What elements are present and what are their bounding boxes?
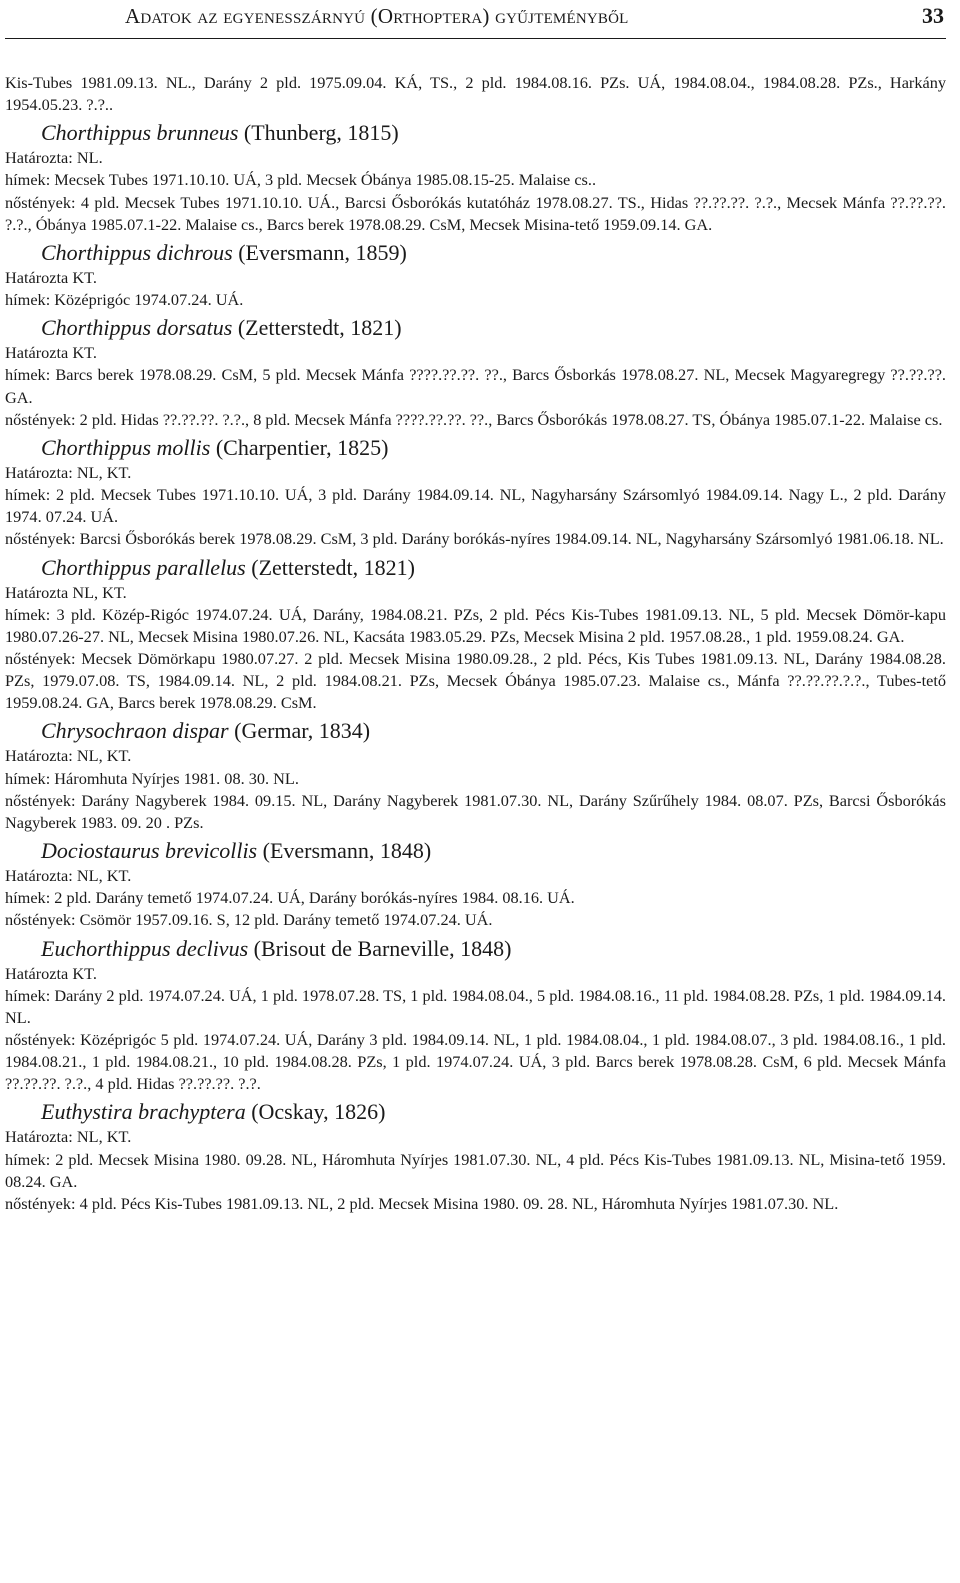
species-heading — [41, 239, 946, 267]
determiner-line: Határozta: NL, KT. — [5, 746, 132, 766]
species-author: (Zetterstedt, 1821) — [251, 554, 415, 580]
determiner-line: Határozta: NL, KT. — [5, 866, 132, 886]
species-name: Euchorthippus declivus — [41, 935, 249, 961]
determiner-line: Határozta KT. — [5, 267, 97, 287]
species-author: (Germar, 1834) — [234, 718, 371, 744]
record-female: nőstények: Mecsek Dömörkapu 1980.07.27. 2 pld. Mecsek Misina 1980.09.28., 2 pld. Pécs, Kis Tubes 1981.09.13. NL, Darány 1984.08.28. PZs, 1979.07.08. TS, 1984.09.14. NL, 2 pld. 1984.08.21. PZs, Mecsek Óbánya 1985.07.23. Malaise cs., Mánfa ??.??.??.?.?., Tubes-tető 1959.08.24. GA, Barcs berek 1978.08.29. CsM. — [5, 648, 946, 713]
record-male: hímek: Barcs berek 1978.08.29. CsM, 5 pld. Mecsek Mánfa ????.??.??. ??., Barcs Ősborkás 1978.08.27. NL, Mecsek Magyaregregy ??.??.??. GA. — [5, 365, 946, 407]
species-author: (Eversmann, 1848) — [262, 838, 432, 864]
determiner-line: Határozta KT. — [5, 343, 97, 363]
species-heading — [41, 717, 946, 745]
intro-text: Kis-Tubes 1981.09.13. NL., Darány 2 pld. 1975.09.04. KÁ, TS., 2 pld. 1984.08.16. PZs. UÁ, 1984.08.04., 1984.08.28. PZs., Harkány 1954.05.23. ?.?.. — [5, 73, 946, 115]
species-name: Chorthippus dorsatus — [41, 315, 233, 341]
record-male: hímek: Középrigóc 1974.07.24. UÁ. — [5, 290, 244, 310]
record-male: hímek: Darány 2 pld. 1974.07.24. UÁ, 1 pld. 1978.07.28. TS, 1 pld. 1984.08.04., 5 pld. 1984.08.16., 11 pld. 1984.08.28. PZs, 1 pld. 1984.09.14. NL. — [5, 985, 946, 1027]
species-name: Chrysochraon dispar — [41, 718, 229, 744]
species-author: (Eversmann, 1859) — [238, 239, 407, 265]
determiner-line: Határozta: NL, KT. — [5, 462, 132, 482]
record-female: nőstények: 4 pld. Pécs Kis-Tubes 1981.09.13. NL, 2 pld. Mecsek Misina 1980. 09. 28. NL, Háromhuta Nyírjes 1981.07.30. NL. — [5, 1193, 839, 1213]
species-name: Euthystira brachyptera — [41, 1099, 246, 1125]
determiner-line: Határozta: NL, KT. — [5, 1127, 132, 1147]
species-author: (Brisout de Barneville, 1848) — [253, 935, 512, 961]
page-header — [5, 0, 946, 39]
record-female: nőstények: 4 pld. Mecsek Tubes 1971.10.10. UÁ., Barcsi Ősborókás kutatóház 1978.08.27. TS., Hidas ??.??.??. ?.?., Mecsek Mánfa ??.??.??. ?.?., Óbánya 1985.07.1-22. Malaise cs., Barcs berek 1978.08.29. CsM, Mecsek Misina-tető 1959.09.14. GA. — [5, 192, 946, 234]
running-title: Adatok az egyenesszárnyú (Orthoptera) gyűjteményből — [125, 4, 629, 28]
determiner-line: Határozta: NL. — [5, 148, 103, 168]
species-author: (Charpentier, 1825) — [215, 434, 389, 460]
species-author: (Thunberg, 1815) — [243, 120, 399, 146]
species-name: Chorthippus brunneus — [41, 120, 239, 146]
record-male: hímek: Háromhuta Nyírjes 1981. 08. 30. NL. — [5, 768, 299, 788]
record-female: nőstények: Barcsi Ősborókás berek 1978.08.29. CsM, 3 pld. Darány borókás-nyíres 1984.09.14. NL, Nagyharsány Szársomlyó 1981.06.18. NL. — [5, 529, 944, 549]
record-male: hímek: 3 pld. Közép-Rigóc 1974.07.24. UÁ, Darány, 1984.08.21. PZs, 2 pld. Pécs Kis-Tubes 1981.09.13. NL, 5 pld. Mecsek Dömör-kapu 1980.07.26-27. NL, Mecsek Misina 1980.07.26. NL, Kacsáta 1983.05.29. PZs, Mecsek Misina 2 pld. 1957.08.28., 1 pld. 1959.08.24. GA. — [5, 604, 946, 646]
species-author: (Ocskay, 1826) — [251, 1099, 386, 1125]
record-male: hímek: 2 pld. Mecsek Tubes 1971.10.10. UÁ, 3 pld. Darány 1984.09.14. NL, Nagyharsány Szársomlyó 1984.09.14. Nagy L., 2 pld. Darány 1974. 07.24. UÁ. — [5, 485, 946, 527]
species-heading — [41, 837, 946, 865]
species-name: Dociostaurus brevicollis — [41, 838, 258, 864]
species-heading — [41, 1098, 946, 1126]
record-male: hímek: Mecsek Tubes 1971.10.10. UÁ, 3 pld. Mecsek Óbánya 1985.08.15-25. Malaise cs.. — [5, 170, 597, 190]
record-male: hímek: 2 pld. Darány temető 1974.07.24. UÁ, Darány borókás-nyíres 1984. 08.16. UÁ. — [5, 888, 575, 908]
determiner-line: Határozta NL, KT. — [5, 582, 127, 602]
species-name: Chorthippus mollis — [41, 434, 211, 460]
page-number: 33 — [922, 3, 944, 28]
record-female: nőstények: Középrigóc 5 pld. 1974.07.24. UÁ, Darány 3 pld. 1984.09.14. NL, 1 pld. 1984.08.04., 1 pld. 1984.08.07., 3 pld. 1984.08.16., 1 pld. 1984.08.21., 1 pld. 1984.08.21., 10 pld. 1984.08.28. PZs, 1 pld. 1974.07.24. UÁ, 3 pld. Barcs berek 1978.08.28. CsM, 6 pld. Mecsek Mánfa ??.??.??. ?.?., 4 pld. Hidas ??.??.??. ?.?. — [5, 1030, 946, 1094]
species-author: (Zetterstedt, 1821) — [237, 315, 402, 341]
page-body — [5, 39, 946, 1215]
record-female: nőstények: 2 pld. Hidas ??.??.??. ?.?., 8 pld. Mecsek Mánfa ????.??.??. ??., Barcs Ősborókás 1978.08.27. TS, Óbánya 1985.07.1-22. Malaise cs. — [5, 409, 943, 429]
species-heading — [41, 119, 946, 147]
species-heading — [41, 554, 946, 582]
species-heading — [41, 434, 946, 462]
species-heading — [41, 314, 946, 342]
species-heading — [41, 935, 946, 963]
record-female: nőstények: Darány Nagyberek 1984. 09.15. NL, Darány Nagyberek 1981.07.30. NL, Darány Szűrűhely 1984. 08.07. PZs, Barcsi Ősborókás Nagyberek 1983. 09. 20 . PZs. — [5, 790, 946, 832]
record-male: hímek: 2 pld. Mecsek Misina 1980. 09.28. NL, Háromhuta Nyírjes 1981.07.30. NL, 4 pld. Pécs Kis-Tubes 1981.09.13. NL, Misina-tető 1959. 08.24. GA. — [5, 1149, 946, 1191]
species-name: Chorthippus dichrous — [41, 239, 233, 265]
record-female: nőstények: Csömör 1957.09.16. S, 12 pld. Darány temető 1974.07.24. UÁ. — [5, 910, 493, 930]
species-name: Chorthippus parallelus — [41, 554, 246, 580]
determiner-line: Határozta KT. — [5, 963, 97, 983]
